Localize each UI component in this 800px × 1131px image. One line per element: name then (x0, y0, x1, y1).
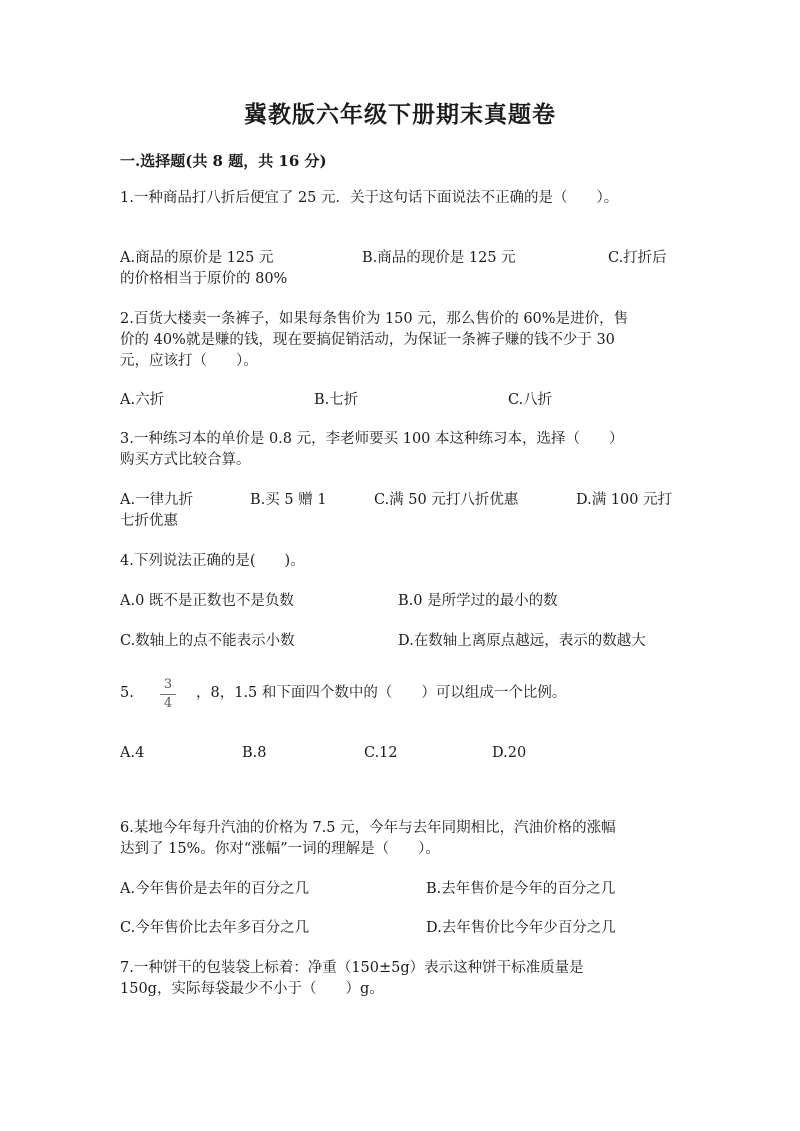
q1-option-c[interactable]: C.打折后 (608, 250, 667, 266)
q5-option-c[interactable]: C.12 (364, 745, 398, 761)
q6-option-a[interactable]: A.今年售价是去年的百分之几 (120, 881, 310, 897)
q5-option-b[interactable]: B.8 (242, 745, 267, 761)
q6-option-c[interactable]: C.今年售价比去年多百分之几 (120, 920, 310, 936)
question-6-line-1: 6.某地今年每升汽油的价格为 7.5 元，今年与去年同期相比，汽油价格的涨幅 (120, 820, 616, 836)
question-2-line-1: 2.百货大楼卖一条裤子，如果每条售价为 150 元，那么售价的 60%是进价，售 (120, 311, 629, 327)
q3-option-a[interactable]: A.一律九折 (120, 492, 194, 508)
q4-option-c[interactable]: C.数轴上的点不能表示小数 (120, 633, 295, 649)
q3-option-d-continued: 七折优惠 (120, 513, 178, 529)
q1-option-c-continued: 的价格相当于原价的 80% (120, 271, 288, 287)
q4-option-b[interactable]: B.0 是所学过的最小的数 (398, 593, 558, 609)
q5-option-d[interactable]: D.20 (492, 745, 527, 761)
question-7-line-2: 150g，实际每袋最少不小于（ ）g。 (120, 981, 384, 997)
q1-option-a[interactable]: A.商品的原价是 125 元 (120, 250, 274, 266)
q1-option-b[interactable]: B.商品的现价是 125 元 (362, 250, 516, 266)
question-3-line-2: 购买方式比较合算。 (120, 452, 251, 468)
q4-option-d[interactable]: D.在数轴上离原点越远，表示的数越大 (398, 633, 646, 649)
fraction-denominator: 4 (163, 696, 173, 711)
question-2-line-2: 价的 40%就是赚的钱，现在要搞促销活动，为保证一条裤子赚的钱不少于 30 (120, 332, 615, 348)
question-6-line-2: 达到了 15%。你对“涨幅”一词的理解是（ ）。 (120, 841, 440, 857)
q3-option-c[interactable]: C.满 50 元打八折优惠 (374, 492, 519, 508)
q5-option-a[interactable]: A.4 (120, 745, 145, 761)
fraction-bar (160, 694, 176, 695)
q3-option-d[interactable]: D.满 100 元打 (576, 492, 673, 508)
question-3-line-1: 3.一种练习本的单价是 0.8 元，李老师要买 100 本这种练习本，选择（ ） (120, 431, 624, 447)
q2-option-b[interactable]: B.七折 (314, 392, 359, 408)
fraction-three-quarters (158, 678, 178, 711)
page-title: 冀教版六年级下册期末真题卷 (244, 101, 556, 128)
fraction-numerator: 3 (163, 677, 173, 692)
q6-option-b[interactable]: B.去年售价是今年的百分之几 (426, 881, 616, 897)
q2-option-c[interactable]: C.八折 (508, 392, 553, 408)
q3-option-b[interactable]: B.买 5 赠 1 (250, 492, 327, 508)
section-heading: 一.选择题(共 8 题，共 16 分) (120, 152, 327, 170)
question-5-text: ，8，1.5 和下面四个数中的（ ）可以组成一个比例。 (196, 685, 567, 701)
q4-option-a[interactable]: A.0 既不是正数也不是负数 (120, 593, 294, 609)
question-7-line-1: 7.一种饼干的包装袋上标着：净重（150±5g）表示这种饼干标准质量是 (120, 960, 584, 976)
q6-option-d[interactable]: D.去年售价比今年少百分之几 (426, 920, 616, 936)
q2-option-a[interactable]: A.六折 (120, 392, 165, 408)
question-2-line-3: 元，应该打（ ）。 (120, 353, 258, 369)
question-1-text: 1.一种商品打八折后便宜了 25 元．关于这句话下面说法不正确的是（ ）。 (120, 190, 619, 206)
question-5-number: 5. (120, 685, 134, 701)
question-4-text: 4.下列说法正确的是( )。 (120, 553, 305, 569)
